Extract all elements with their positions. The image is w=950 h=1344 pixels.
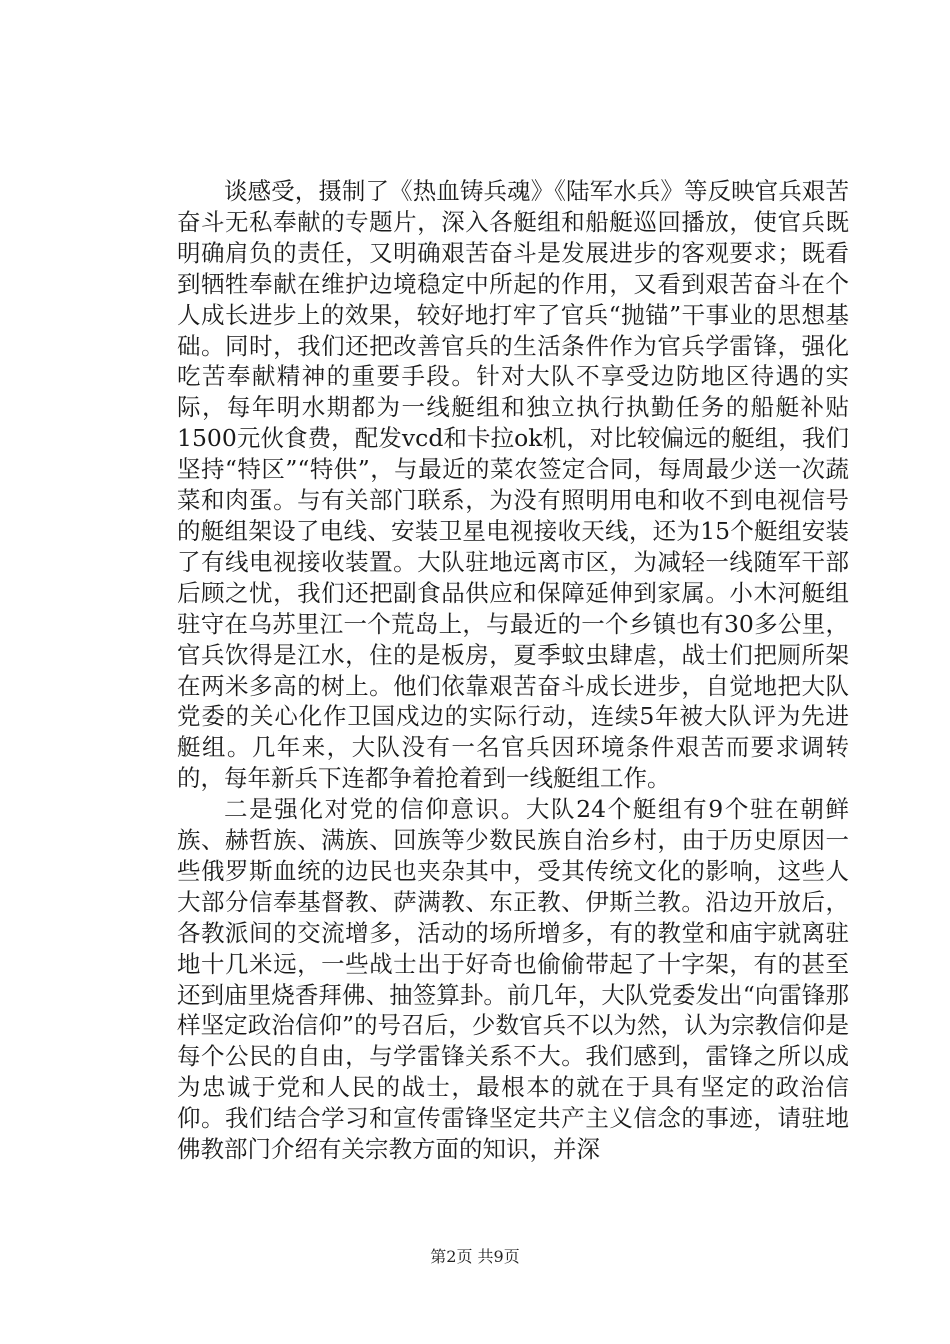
page-number-footer: 第2页 共9页 — [430, 1247, 520, 1266]
paragraph-2: 二是强化对党的信仰意识。大队24个艇组有9个驻在朝鲜族、赫哲族、满族、回族等少数民族自治乡村，由于历史原因一些俄罗斯血统的边民也夹杂其中，受其传统文化的影响，这些人大部分信奉基督教、萨满教、东正教、伊斯兰教。沿边开放后，各教派间的交流增多，活动的场所增多，有的教堂和庙宇就离驻地十几米远，一些战士出于好奇也偷偷带起了十字架，有的甚至还到庙里烧香拜佛、抽签算卦。前几年，大队党委发出“向雷锋那样坚定政治信仰”的号召后，少数官兵不以为然，认为宗教信仰是每个公民的自由，与学雷锋关系不大。我们感到，雷锋之所以成为忠诚于党和人民的战士，最根本的就在于具有坚定的政治信仰。我们结合学习和宣传雷锋坚定共产主义信念的事迹，请驻地佛教部门介绍有关宗教方面的知识，并深 — [177, 795, 849, 1164]
paragraph-1: 谈感受，摄制了《热血铸兵魂》《陆军水兵》等反映官兵艰苦奋斗无私奉献的专题片，深入各艇组和船艇巡回播放，使官兵既明确肩负的责任，又明确艰苦奋斗是发展进步的客观要求；既看到牺牲奉献在维护边境稳定中所起的作用，又看到艰苦奋斗在个人成长进步上的效果，较好地打牢了官兵“抛锚”干事业的思想基础。同时，我们还把改善官兵的生活条件作为官兵学雷锋，强化吃苦奉献精神的重要手段。针对大队不享受边防地区待遇的实际，每年明水期都为一线艇组和独立执行执勤任务的船艇补贴1500元伙食费，配发vcd和卡拉ok机，对比较偏远的艇组，我们坚持“特区”“特供”，与最近的菜农签定合同，每周最少送一次蔬菜和肉蛋。与有关部门联系，为没有照明用电和收不到电视信号的艇组架设了电线、安装卫星电视接收天线，还为15个艇组安装了有线电视接收装置。大队驻地远离市区，为减轻一线随军干部后顾之忧，我们还把副食品供应和保障延伸到家属。小木河艇组驻守在乌苏里江一个荒岛上，与最近的一个乡镇也有30多公里，官兵饮得是江水，住的是板房，夏季蚊虫肆虐，战士们把厕所架在两米多高的树上。他们依靠艰苦奋斗成长进步，自觉地把大队党委的关心化作卫国戍边的实际行动，连续5年被大队评为先进艇组。几年来，大队没有一名官兵因环境条件艰苦而要求调转的，每年新兵下连都争着抢着到一线艇组工作。 — [177, 177, 849, 793]
body-text — [177, 176, 849, 1165]
